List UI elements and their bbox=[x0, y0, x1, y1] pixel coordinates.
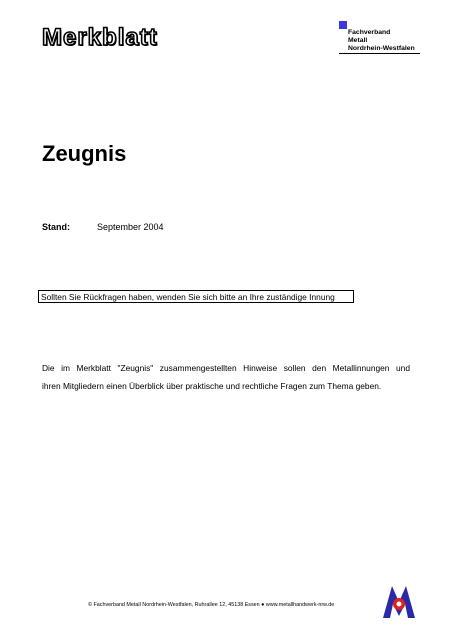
stand-value: September 2004 bbox=[97, 222, 164, 232]
page-title: Zeugnis bbox=[42, 141, 127, 166]
intro-line-1: Die im Merkblatt "Zeugnis" zusammengestellten Hinweise sollen den Metallinnungen und bbox=[42, 363, 410, 373]
org-square-icon bbox=[339, 21, 347, 29]
footer-text: © Fachverband Metall Nordrhein-Westfalen, Ruhrallee 12, 45138 Essen ● www.metallhandwerk-nrw.de bbox=[88, 602, 335, 608]
intro-paragraph bbox=[42, 359, 410, 395]
merkblatt-heading: Merkblatt bbox=[42, 24, 158, 51]
intro-line-2: ihren Mitgliedern einen Überblick über praktische und rechtliche Fragen zum Thema geben. bbox=[42, 381, 382, 391]
org-divider bbox=[339, 53, 420, 54]
m-logo-icon bbox=[381, 582, 417, 620]
org-line-3: Nordrhein-Westfalen bbox=[348, 45, 415, 52]
org-line-2: Metall bbox=[348, 37, 368, 44]
org-line-1: Fachverband bbox=[348, 29, 391, 36]
notice-box: Sollten Sie Rückfragen haben, wenden Sie sich bitte an Ihre zuständige Innung bbox=[38, 290, 354, 303]
stand-label: Stand: bbox=[42, 222, 70, 232]
